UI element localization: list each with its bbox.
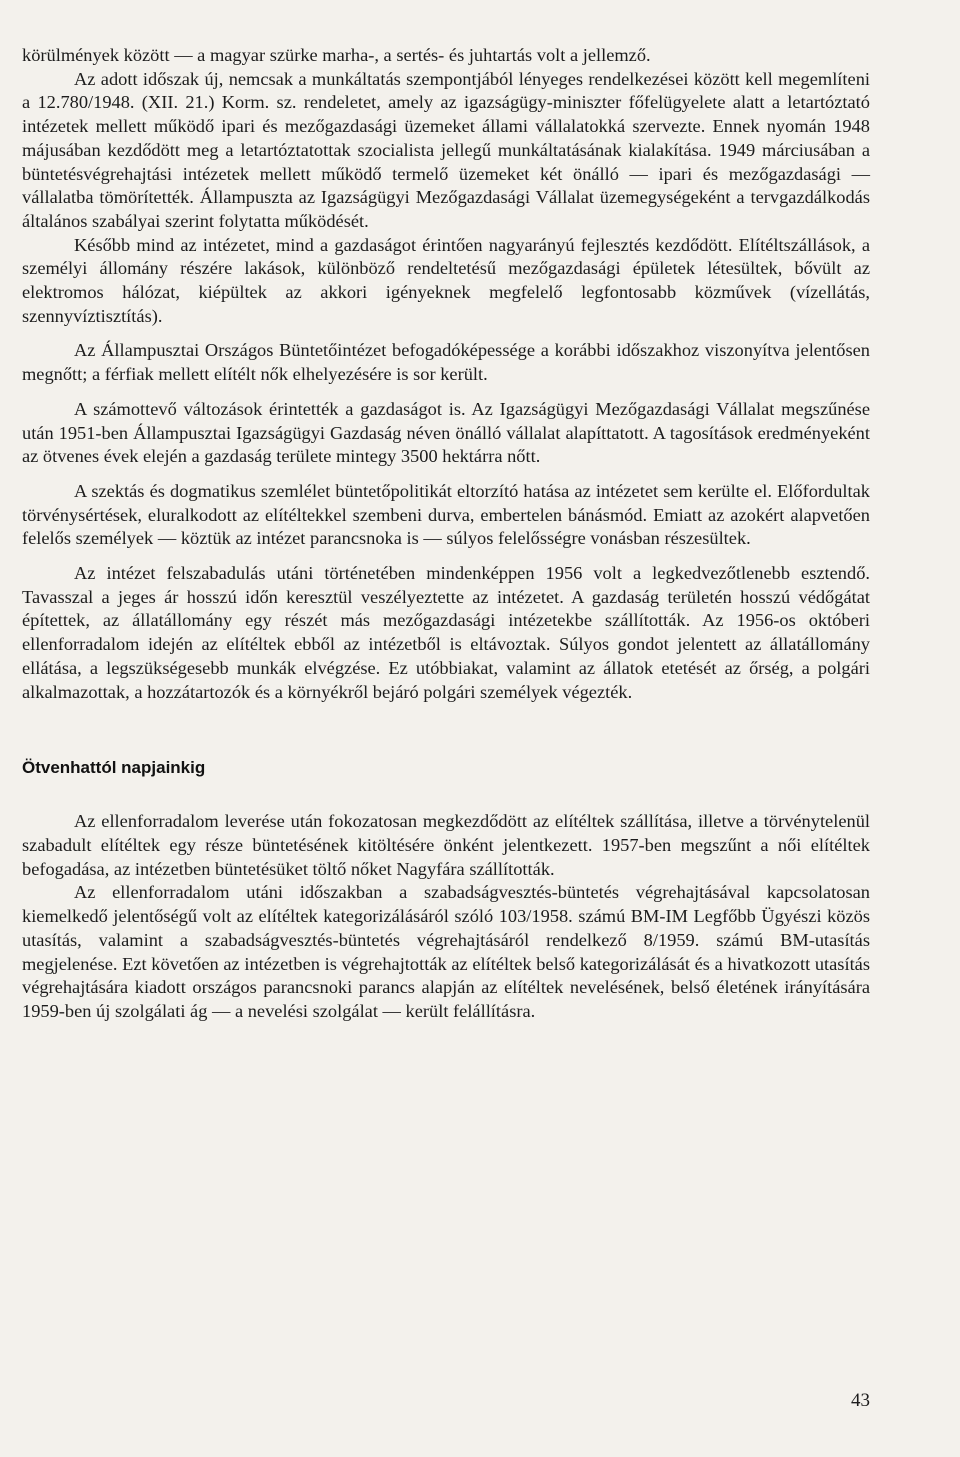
paragraph-4: Az Állampusztai Országos Büntetőintézet befogadóképessége a korábbi időszakhoz viszonyítva jelentősen megnőtt; a férfiak mellett elítélt nők elhelyezésére is sor került. (22, 340, 870, 385)
paragraph-6: A szektás és dogmatikus szemlélet büntetőpolitikát eltorzító hatása az intézetet sem kerülte el. Előfordultak törvénysértések, eluralkodott az elítéltekkel szembeni durva, embertelen bánásmód. Emiatt az azokért alapvetően felelős személyek — köztük az intézet parancsnoka is — súlyos felelősségre vonásban részesültek. (22, 480, 870, 549)
paragraph-3: Később mind az intézetet, mind a gazdaságot érintően nagyarányú fejlesztés kezdődött. Elítéltszállások, a személyi állomány részére lakások, különböző rendeltetésű mezőgazdasági épületek létesültek, bővült az elektromos hálózat, kiépültek az akkori igényeknek megfelelő legfontosabb közművek (vízellátás, szennyvíztisztítás). (22, 234, 870, 326)
paragraph-7: Az intézet felszabadulás utáni történetében mindenképpen 1956 volt a legkedvezőtlenebb esztendő. Tavasszal a jeges ár hosszú időn keresztül veszélyeztette az intézetet. A gazdaság területén hosszú védőgátat építettek, az állatállomány egy részét más mezőgazdasági intézetekbe szállították. Az 1956-os októberi ellenforradalom idején az elítéltek ebből az intézetből is eltávoztak. Súlyos gondot jelentett az állatállomány ellátása, a legszükségesebb munkák elvégzése. Ez utóbbiakat, valamint az állatok etetését az őrség, a polgári alkalmazottak, a hozzátartozók és a környékről bejáró polgári személyek végezték. (22, 563, 870, 702)
paragraph-9: Az ellenforradalom utáni időszakban a szabadságvesztés-büntetés végrehajtásával kapcsolatosan kiemelkedő jelentőségű volt az elítéltek kategorizálásáról szóló 103/1958. számú BM-IM Legfőbb Ügyészi közös utasítás, valamint a szabadságvesztés-büntetés végrehajtásáról rendelkező 8/1959. számú BM-utasítás megjelenése. Ezt követően az intézetben is végrehajtották az elítéltek belső kategorizálását és a hivatkozott utasítás végrehajtására kiadott országos parancsnoki parancs alapján az elítéltek nevelésének, belső életének irányítására 1959-ben új szolgálati ág — a nevelési szolgálat — került felállításra. (22, 882, 870, 1021)
paragraph-2: Az adott időszak új, nemcsak a munkáltatás szempontjából lényeges rendelkezései között kell megemlíteni a 12.780/1948. (XII. 21.) Korm. sz. rendeletet, amely az igazságügy-miniszter főfelügyelete alatt a letartóztató intézetek mellett működő ipari és mezőgazdasági üzemeket állami vállalatokká szervezte. Ennek nyomán 1948 májusában kezdődött meg a letartóztatottak szocialista jellegű munkáltatásának kialakítása. 1949 márciusában a büntetésvégrehajtási intézetek mellett működő termelő üzemeket két önálló — ipari és mezőgazdasági — vállalatba tömörítették. Állampuszta az Igazságügyi Mezőgazdasági Vállalat üzemegységeként a tervgazdálkodás általános szabályai szerint folytatta működését. (22, 68, 870, 231)
section-heading: Ötvenhattól napjainkig (22, 758, 206, 778)
paragraph-5: A számottevő változások érintették a gazdaságot is. Az Igazságügyi Mezőgazdasági Vállalat megszűnése után 1951-ben Állampusztai Igazságügyi Gazdaság néven önálló vállalat alapíttatott. A tagosítások eredményeként az ötvenes évek elején a gazdaság területe mintegy 3500 hektárra nőtt. (22, 398, 870, 467)
paragraph-8: Az ellenforradalom leverése után fokozatosan megkezdődött az elítéltek szállítása, illetve a törvénytelenül szabadult elítéltek egy része büntetésének kitöltésére önként jelentkezett. 1957-ben megszűnt a női elítéltek befogadása, az intézetben büntetésüket töltő nőket Nagyfára szállították. (22, 811, 870, 879)
page-body (22, 44, 870, 1024)
page-number: 43 (851, 1390, 870, 1411)
paragraph-1: körülmények között — a magyar szürke marha-, a sertés- és juhtartás volt a jellemző. (22, 45, 651, 65)
